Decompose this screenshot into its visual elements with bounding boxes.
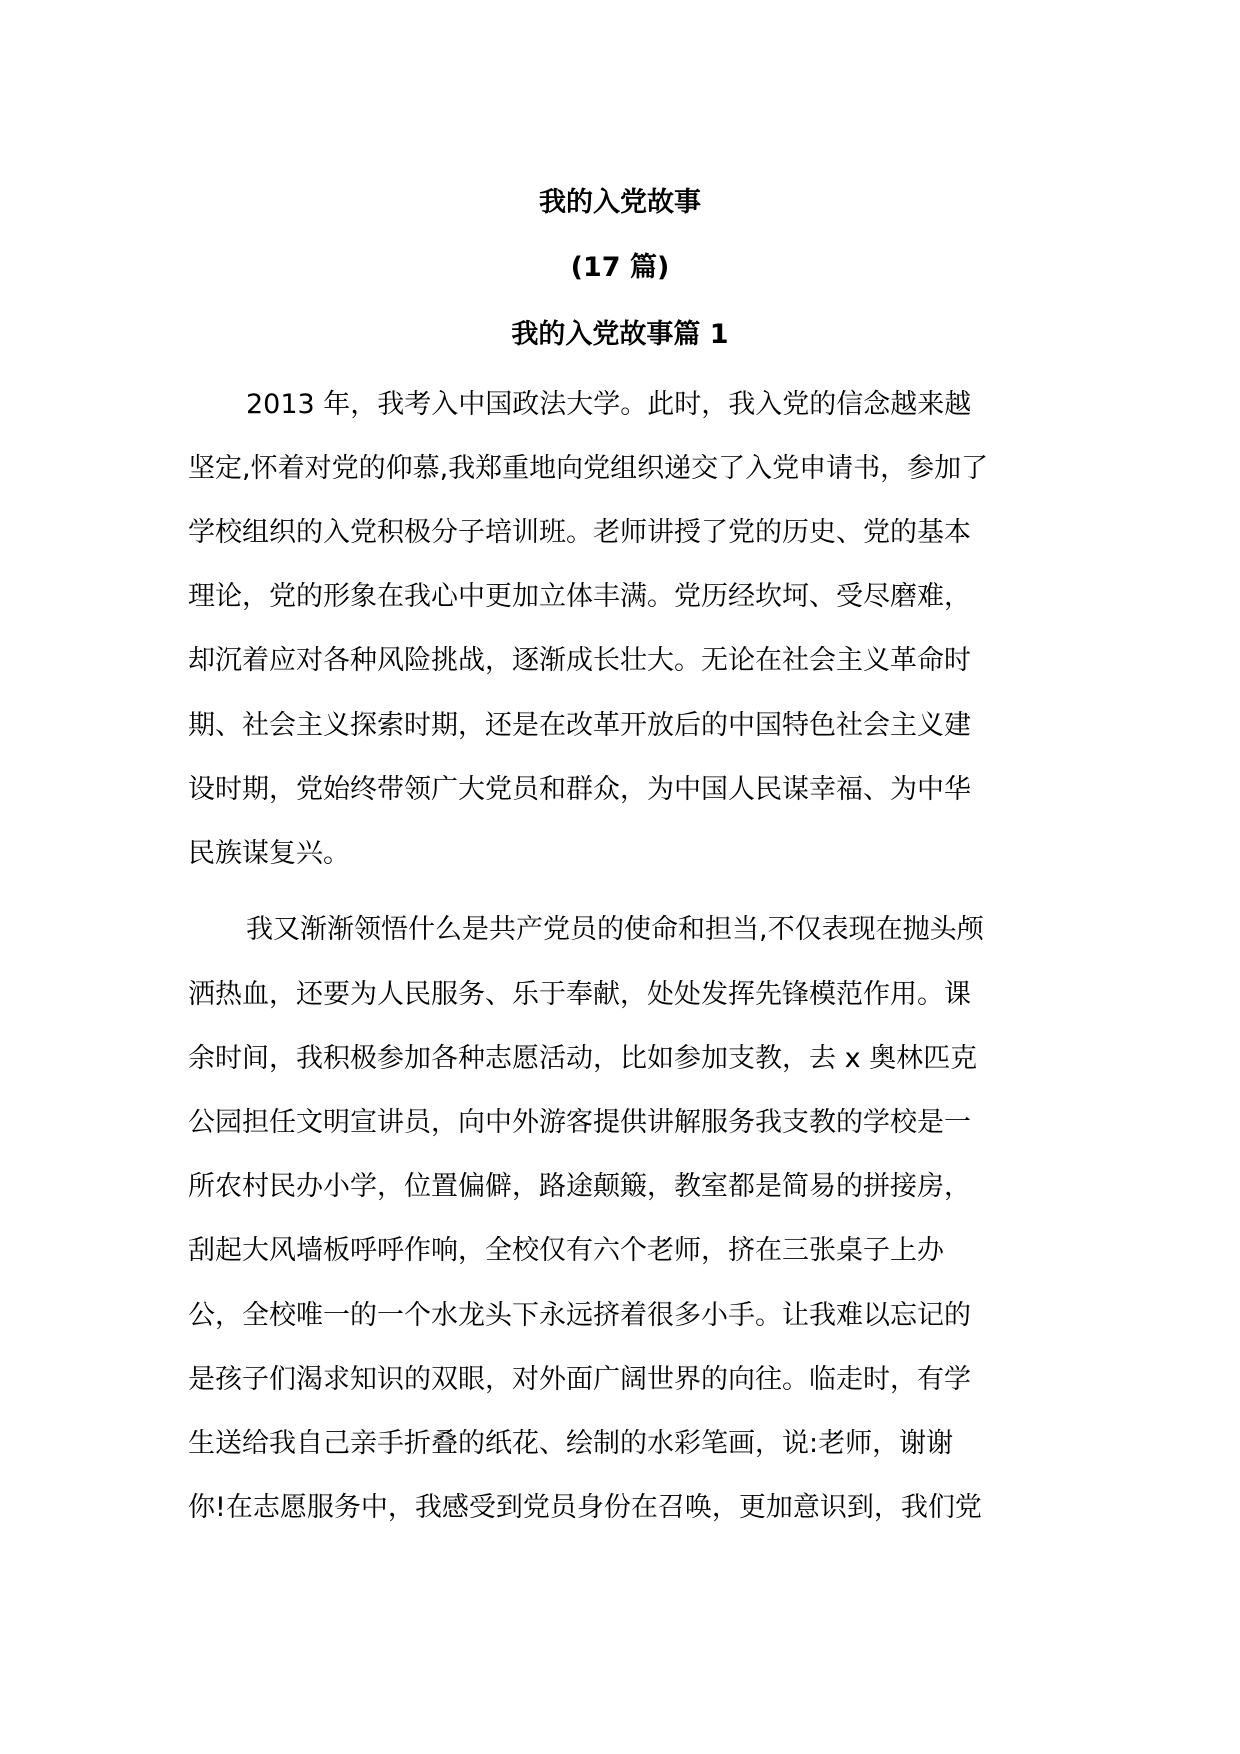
paragraph-line: 生送给我自己亲手折叠的纸花、绘制的水彩笔画，说:老师，谢谢 [188, 1428, 954, 1459]
paragraph-line: 理论，党的形象在我心中更加立体丰满。党历经坎坷、受尽磨难， [188, 581, 971, 612]
paragraph-line: 我又渐渐领悟什么是共产党员的使命和担当,不仅表现在抛头颅 [246, 914, 984, 945]
paragraph-line: 期、社会主义探索时期，还是在改革开放后的中国特色社会主义建 [188, 710, 971, 741]
paragraph-line: 刮起大风墙板呼呼作响，全校仅有六个老师，挤在三张桌子上办 [188, 1235, 944, 1266]
paragraph-line: 2013 年，我考入中国政法大学。此时，我入党的信念越来越 [246, 389, 972, 420]
paragraph-line: 公，全校唯一的一个水龙头下永远挤着很多小手。让我难以忘记的 [188, 1300, 971, 1331]
paragraph-line: 民族谋复兴。 [188, 838, 350, 869]
paragraph-line: 设时期，党始终带领广大党员和群众，为中国人民谋幸福、为中华 [188, 774, 971, 805]
section-title: 我的入党故事篇 1 [511, 319, 729, 350]
document-title: 我的入党故事 [539, 187, 701, 218]
paragraph-line: 是孩子们渴求知识的双眼，对外面广阔世界的向往。临走时，有学 [188, 1364, 971, 1395]
paragraph-line: 洒热血，还要为人民服务、乐于奉献，处处发挥先锋模范作用。课 [188, 979, 971, 1010]
paragraph-line: 公园担任文明宣讲员，向中外游客提供讲解服务我支教的学校是一 [188, 1107, 971, 1138]
paragraph-line: 学校组织的入党积极分子培训班。老师讲授了党的历史、党的基本 [188, 517, 971, 548]
paragraph-line: 坚定,怀着对党的仰慕,我郑重地向党组织递交了入党申请书，参加了 [188, 453, 989, 484]
paragraph-line: 你!在志愿服务中，我感受到党员身份在召唤，更加意识到，我们党 [188, 1492, 982, 1523]
paragraph-line: 余时间，我积极参加各种志愿活动，比如参加支教，去 x 奥林匹克 [188, 1043, 978, 1074]
document-subtitle: (17 篇) [570, 252, 670, 283]
paragraph-line: 却沉着应对各种风险挑战，逐渐成长壮大。无论在社会主义革命时 [188, 645, 971, 676]
paragraph-line: 所农村民办小学，位置偏僻，路途颠簸，教室都是简易的拼接房， [188, 1171, 971, 1202]
